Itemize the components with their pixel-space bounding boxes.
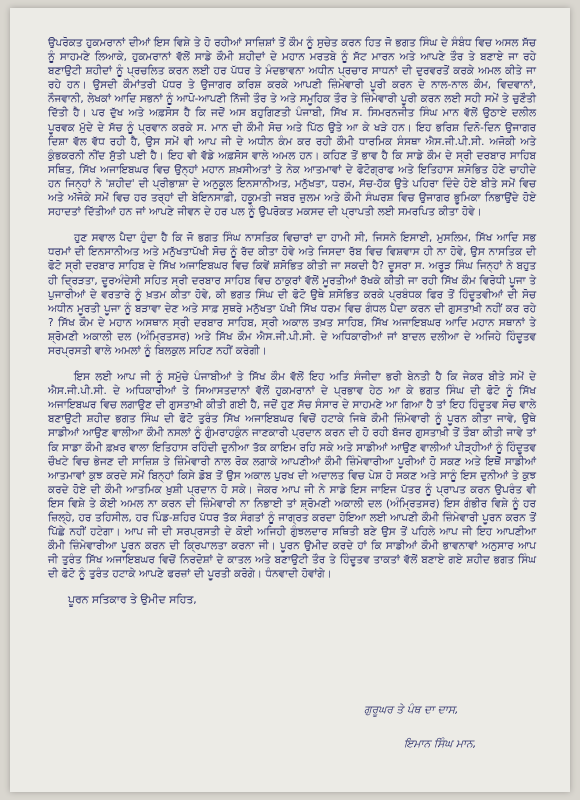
signature-name: ਇਮਾਨ ਸਿੰਘ ਮਾਨ, xyxy=(404,737,477,751)
letter-paragraph-3: ਇਸ ਲਈ ਆਪ ਜੀ ਨੂੰ ਸਮੁੱਚੇ ਪੰਜਾਬੀਆਂ ਤੇ ਸਿੱਖ ਕੌਮ ਵੱਲੋਂ ਇਹ ਅਤਿ ਸੰਜੀਦਾ ਭਰੀ ਬੇਨਤੀ ਹੈ ਕਿ ਜੇਕਰ ਬੀਤੇ ਸਮੇਂ ਦੇ ਐਸ.ਜੀ.ਪੀ.ਸੀ. ਦੇ ਅਧਿਕਾਰੀਆਂ ਤੇ ਸਿਆਸਤਦਾਨਾਂ ਵੱਲੋਂ ਹੁਕਮਰਾਨਾਂ ਦੇ ਪ੍ਰਭਾਵ ਹੇਠ ਆ ਕੇ ਭਗਤ ਸਿੰਘ ਦੀ ਫੋਟੋ ਨੂੰ ਸਿੱਖ ਅਜਾਇਬਘਰ ਵਿਚ ਲਗਾਉਣ ਦੀ ਗੁਸਤਾਖ਼ੀ ਕੀਤੀ ਗਈ ਹੈ, ਜਦੋਂ ਹੁਣ ਸੱਚ ਸੰਸਾਰ ਦੇ ਸਾਹਮਣੇ ਆ ਗਿਆ ਹੈ ਤਾਂ ਇਹ ਹਿੰਦੂਤਵ ਸੋਚ ਵਾਲੇ ਬਣਾਉਟੀ ਸ਼ਹੀਦ ਭਗਤ ਸਿੰਘ ਦੀ ਫੋਟੋ ਤੁਰੰਤ ਸਿੱਖ ਅਜਾਇਬਘਰ ਵਿਚੋਂ ਹਟਾਕੇ ਜਿਥੇ ਕੌਮੀ ਜ਼ਿੰਮੇਵਾਰੀ ਨੂੰ ਪੂਰਨ ਕੀਤਾ ਜਾਵੇ, ਉਥੇ ਸਾਡੀਆਂ ਆਉਣ ਵਾਲੀਆ ਕੌਮੀ ਨਸਲਾਂ ਨੂੰ ਗੁੰਮਰਾਹਕੁੰਨ ਜਾਣਕਾਰੀ ਪ੍ਰਦਾਨ ਕਰਨ ਦੀ ਹੋ ਰਹੀ ਬੱਜਰ ਗੁਸਤਾਖ਼ੀ ਤੋਂ ਤੌਬਾ ਕੀਤੀ ਜਾਵੇ ਤਾਂ ਕਿ ਸਾਡਾ ਕੌਮੀ ਫ਼ਖ਼ਰ ਵਾਲਾ ਇਤਿਹਾਸ ਰਹਿੰਦੀ ਦੁਨੀਆ ਤੱਕ ਕਾਇਮ ਰਹਿ ਸਕੇ ਅਤੇ ਸਾਡੀਆਂ ਆਉਣ ਵਾਲੀਆਂ ਪੀੜ੍ਹੀਆਂ ਨੂੰ ਹਿੰਦੂਤਵ ਚੌਖਟੇ ਵਿਚ ਭੇਜਣ ਦੀ ਸਾਜ਼ਿਸ਼ ਤੇ ਜ਼ਿੰਮੇਵਾਰੀ ਨਾਲ ਰੋਕ ਲਗਾਕੇ ਆਪਣੀਆਂ ਕੌਮੀ ਜ਼ਿੰਮੇਵਾਰੀਆ ਪੂਰੀਆਂ ਹੋ ਸਕਣ ਅਤੇ ਇਥੋਂ ਸਾਡੀਆਂ ਆਤਮਾਵਾਂ ਕੁਝ ਕਰਦੇ ਸਮੇਂ ਬਿਨ੍ਹਾਂ ਕਿਸੇ ਡੋਬ ਤੋਂ ਉਸ ਅਕਾਲ ਪੁਰਖ ਦੀ ਅਦਾਲਤ ਵਿਚ ਪੇਸ਼ ਹੋ ਸਕਣ ਅਤੇ ਸਾਨੂੰ ਇਸ ਦੁਨੀਆਂ ਤੇ ਕੁਝ ਕਰਦੇ ਹੋਏ ਦੀ ਕੌਮੀ ਆਤਮਿਕ ਖ਼ੁਸ਼ੀ ਪ੍ਰਦਾਨ ਹੋ ਸਕੇ। ਜੇਕਰ ਆਪ ਜੀ ਨੇ ਸਾਡੇ ਇਸ ਜਾਇਜ ਪੱਤਰ ਨੂੰ ਪ੍ਰਾਪਤ ਕਰਨ ਉਪਰੰਤ ਵੀ ਇਸ ਵਿਸ਼ੇ ਤੇ ਕੋਈ ਅਮਲ ਨਾ ਕਰਨ ਦੀ ਜ਼ਿੰਮੇਵਾਰੀ ਨਾ ਨਿਭਾਈ ਤਾਂ ਸ਼੍ਰੋਮਣੀ ਅਕਾਲੀ ਦਲ (ਅੰਮ੍ਰਿਤਸਰ) ਇਸ ਗੰਭੀਰ ਵਿਸ਼ੇ ਨੂੰ ਹਰ ਜ਼ਿਲ੍ਹੇ, ਹਰ ਤਹਿਸੀਲ, ਹਰ ਪਿੰਡ-ਸ਼ਹਿਰ ਪੱਧਰ ਤੱਕ ਸੰਗਤਾਂ ਨੂੰ ਜਾਗ੍ਰਤ ਕਰਦਾ ਹੋਇਆ ਲਈ ਆਪਣੀ ਕੌਮੀ ਜ਼ਿੰਮੇਵਾਰੀ ਪੂਰਨ ਕਰਨ ਤੋਂ ਪਿੱਛੇ ਨਹੀਂ ਹਟੇਗਾ। ਆਪ ਜੀ ਦੀ ਸਰਪ੍ਰਸਤੀ ਦੇ ਕੋਈ ਅਜਿਹੀ ਗੁੰਝਲਦਾਰ ਸਥਿਤੀ ਬਣੇ ਉਸ ਤੋਂ ਪਹਿਲੇ ਆਪ ਜੀ ਇਹ ਆਪਣੀਆ ਕੌਮੀ ਜ਼ਿੰਮੇਵਾਰੀਆ ਪੂਰਨ ਕਰਨ ਦੀ ਕ੍ਰਿਪਾਲਤਾ ਕਰਨਾ ਜੀ। ਪੂਰਨ ਉਮੀਦ ਕਰਦੇ ਹਾਂ ਕਿ ਸਾਡੀਆਂ ਕੌਮੀ ਭਾਵਨਾਵਾਂ ਅਨੁਸਾਰ ਆਪ ਜੀ ਤੁਰੰਤ ਸਿੱਖ ਅਜਾਇਬਘਰ ਵਿਚੋਂ ਨਿਰਦੋਸ਼ਾਂ ਦੇ ਕਾਤਲ ਅਤੇ ਬਣਾਉਟੀ ਤੌਰ ਤੇ ਹਿੰਦੂਤਵ ਤਾਕਤਾਂ ਵੱਲੋਂ ਬਣਾਏ ਗਏ ਸ਼ਹੀਦ ਭਗਤ ਸਿੰਘ ਦੀ ਫੋਟੋ ਨੂੰ ਤੁਰੰਤ ਹਟਾਕੇ ਆਪਣੇ ਫਰਜ਼ਾਂ ਦੀ ਪੂਰਤੀ ਕਰੋਗੇ। ਧੰਨਵਾਦੀ ਹੋਵਾਂਗੇ। xyxy=(48,371,536,581)
signature-line: ਗੁਰੂਘਰ ਤੇ ਪੰਥ ਦਾ ਦਾਸ, xyxy=(364,703,459,717)
letter-paragraph-2: ਹੁਣ ਸਵਾਲ ਪੈਦਾ ਹੁੰਦਾ ਹੈ ਕਿ ਜੋ ਭਗਤ ਸਿੰਘ ਨਾਸਤਿਕ ਵਿਚਾਰਾਂ ਦਾ ਹਾਮੀ ਸੀ, ਜਿਸਨੇ ਇਸਾਈ, ਮੁਸਲਿਮ, ਸਿੱਖ ਆਦਿ ਸਭ ਧਰਮਾਂ ਦੀ ਇਨਸਾਨੀਅਤ ਅਤੇ ਮਨੁੱਖਤਾਪੱਖੀ ਸੋਚ ਨੂੰ ਰੱਦ ਕੀਤਾ ਹੋਵੇ ਅਤੇ ਜਿਸਦਾ ਰੱਬ ਵਿਚ ਵਿਸ਼ਵਾਸ ਹੀ ਨਾ ਹੋਵੇ, ਉਸ ਨਾਸਤਿਕ ਦੀ ਫੋਟੋ ਸ੍ਰੀ ਦਰਬਾਰ ਸਾਹਿਬ ਦੇ ਸਿੱਖ ਅਜਾਇਬਘਰ ਵਿਚ ਕਿਵੇਂ ਸ਼ਸੋਭਿਤ ਕੀਤੀ ਜਾ ਸਕਦੀ ਹੈ? ਦੂਸਰਾ ਸ. ਅਰੂੜ ਸਿੰਘ ਜਿਨ੍ਹਾਂ ਨੇ ਬਹੁਤ ਹੀ ਦ੍ਰਿੜਤਾ, ਦੂਰਅੰਦੇਸੀ ਸਹਿਤ ਸ੍ਰੀ ਦਰਬਾਰ ਸਾਹਿਬ ਵਿਚ ਠਾਕੁਰਾਂ ਵੱਲੋਂ ਮੂਰਤੀਆਂ ਰੱਖਕੇ ਕੀਤੀ ਜਾ ਰਹੀ ਸਿੱਖ ਕੌਮ ਵਿਰੋਧੀ ਪੂਜਾ ਤੇ ਪੁਜਾਰੀਆਂ ਦੇ ਵਰਤਾਰੇ ਨੂੰ ਖ਼ਤਮ ਕੀਤਾ ਹੋਵੇ, ਕੀ ਭਗਤ ਸਿੰਘ ਦੀ ਫੋਟੋ ਉਥੇ ਸ਼ਸੋਭਿਤ ਕਰਕੇ ਪ੍ਰਬੰਧਕ ਫਿਰ ਤੋਂ ਹਿੰਦੂਤਵੀਆਂ ਦੀ ਸੋਚ ਅਧੀਨ ਮੂਰਤੀ ਪੂਜਾ ਨੂੰ ਬੜਾਵਾ ਦੇਣ ਅਤੇ ਸਾਫ਼ ਸੁਥਰੇ ਮਨੁੱਖਤਾ ਪੱਖੀ ਸਿੱਖ ਧਰਮ ਵਿਚ ਗੰਧਲ ਪੈਦਾ ਕਰਨ ਦੀ ਗੁਸਤਾਖ਼ੀ ਨਹੀਂ ਕਰ ਰਹੇ ? ਸਿੱਖ ਕੌਮ ਦੇ ਮਹਾਨ ਅਸਥਾਨ ਸ੍ਰੀ ਦਰਬਾਰ ਸਾਹਿਬ, ਸ੍ਰੀ ਅਕਾਲ ਤਖ਼ਤ ਸਾਹਿਬ, ਸਿੱਖ ਅਜਾਇਬਘਰ ਆਦਿ ਮਹਾਨ ਸਥਾਨਾਂ ਤੇ ਸ਼੍ਰੋਮਣੀ ਅਕਾਲੀ ਦਲ (ਅੰਮ੍ਰਿਤਸਰ) ਅਤੇ ਸਿੱਖ ਕੌਮ ਐਸ.ਜੀ.ਪੀ.ਸੀ. ਦੇ ਅਧਿਕਾਰੀਆਂ ਜਾਂ ਬਾਦਲ ਦਲੀਆ ਦੇ ਅਜਿਹੇ ਹਿੰਦੂਤਵ ਸਰਪ੍ਰਸਤੀ ਵਾਲੇ ਅਮਲਾਂ ਨੂੰ ਬਿਲਕੁਲ ਸਹਿਣ ਨਹੀਂ ਕਰੇਗੀ। xyxy=(48,232,536,357)
letter-page xyxy=(10,8,570,792)
letter-paragraph-1: ਉਪਰੋਕਤ ਹੁਕਮਰਾਨਾਂ ਦੀਆਂ ਇਸ ਵਿਸ਼ੇ ਤੇ ਹੋ ਰਹੀਆਂ ਸਾਜ਼ਿਸ਼ਾਂ ਤੋਂ ਕੌਮ ਨੂੰ ਸੁਚੇਤ ਕਰਨ ਹਿਤ ਜੋ ਭਗਤ ਸਿੰਘ ਦੇ ਸੰਬੰਧ ਵਿਚ ਅਸਲ ਸੱਚ ਨੂੰ ਸਾਹਮਣੇ ਲਿਆਕੇ, ਹੁਕਮਰਾਨਾਂ ਵੱਲੋਂ ਸਾਡੇ ਕੌਮੀ ਸ਼ਹੀਦਾਂ ਦੇ ਮਹਾਨ ਮਰਤਬੇ ਨੂੰ ਸੱਟ ਮਾਰਨ ਅਤੇ ਆਪਣੇ ਤੌਰ ਤੇ ਬਣਾਏ ਜਾ ਰਹੇ ਬਣਾਉਟੀ ਸ਼ਹੀਦਾਂ ਨੂੰ ਪ੍ਰਚਲਿਤ ਕਰਨ ਲਈ ਹਰ ਪੱਧਰ ਤੇ ਮੰਦਭਾਵਨਾ ਅਧੀਨ ਪ੍ਰਚਾਰ ਸਾਧਨਾਂ ਦੀ ਦੁਰਵਰਤੋਂ ਕਰਕੇ ਅਮਲ ਕੀਤੇ ਜਾ ਰਹੇ ਹਨ। ਉਸਦੀ ਕੌਮਾਂਤਰੀ ਪੱਧਰ ਤੇ ਉਜਾਗਰ ਕਰਿਸ਼ ਕਰਕੇ ਆਪਣੀ ਜ਼ਿੰਮੇਵਾਰੀ ਪੂਰੀ ਕਰਨ ਦੇ ਨਾਲ-ਨਾਲ ਕੌਮ, ਵਿਦਵਾਨਾਂ, ਨੌਜਵਾਨੀ, ਲੇਖਕਾਂ ਆਦਿ ਸਭਨਾਂ ਨੂੰ ਆਪੋ-ਆਪਣੀ ਨਿੱਜੀ ਤੌਰ ਤੇ ਅਤੇ ਸਮੂਹਿਕ ਤੌਰ ਤੇ ਜ਼ਿੰਮੇਵਾਰੀ ਪੂਰੀ ਕਰਨ ਲਈ ਸਹੀ ਸਮੇਂ ਤੇ ਚੁਣੌਤੀ ਦਿੱਤੀ ਹੈ। ਪਰ ਦੁੱਖ ਅਤੇ ਅਫ਼ਸੋਸ ਹੈ ਕਿ ਜਦੋਂ ਅਸ ਬਹੁਗਿਣਤੀ ਪੰਜਾਬੀ, ਸਿੱਖ ਸ. ਸਿਮਰਨਜੀਤ ਸਿੰਘ ਮਾਨ ਵੱਲੋਂ ਉਠਾਏ ਦਲੀਲ ਪੂਰਵਕ ਮੁੱਦੇ ਦੇ ਸੱਚ ਨੂੰ ਪ੍ਰਵਾਨ ਕਰਕੇ ਸ. ਮਾਨ ਦੀ ਕੌਮੀ ਸੋਚ ਅਤੇ ਪਿੱਠ ਉਤੇ ਆ ਕੇ ਖੜੇ ਹਨ। ਇਹ ਭਰਿਸ਼ ਦਿਨੋ-ਦਿਨ ਉਜਾਗਰ ਦਿਸ਼ਾ ਵੱਲ ਵੱਧ ਰਹੀ ਹੈ, ਉਸ ਸਮੇਂ ਵੀ ਆਪ ਜੀ ਦੇ ਅਧੀਨ ਕੰਮ ਕਰ ਰਹੀ ਕੌਮੀ ਧਾਰਮਿਕ ਸੰਸਥਾ ਐਸ.ਜੀ.ਪੀ.ਸੀ. ਅਜੋਕੀ ਅਤੇ ਕੁੰਭਕਰਨੀ ਨੀਂਦ ਸੁੱਤੀ ਪਈ ਹੈ। ਇਹ ਵੀ ਵੱਡੇ ਅਫ਼ਸੋਸ ਵਾਲੇ ਅਮਲ ਹਨ। ਕਹਿਣ ਤੋਂ ਭਾਵ ਹੈ ਕਿ ਸਾਡੇ ਕੌਮ ਦੇ ਸ੍ਰੀ ਦਰਬਾਰ ਸਾਹਿਬ ਸਥਿਤ, ਸਿੱਖ ਅਜਾਇਬਘਰ ਵਿਚ ਉਨ੍ਹਾਂ ਮਹਾਨ ਸ਼ਖ਼ਸੀਅਤਾਂ ਤੇ ਨੇਕ ਆਤਮਾਵਾਂ ਦੇ ਫੋਟੋਗ੍ਰਾਫ ਅਤੇ ਇਤਿਹਾਸ ਸ਼ਸੋਭਿਤ ਹੋਣੇ ਚਾਹੀਦੇ ਹਨ ਜਿਨ੍ਹਾਂ ਨੇ 'ਸ਼ਹੀਦ' ਦੀ ਪ੍ਰੀਭਾਸ਼ਾ ਦੇ ਅਨੁਕੂਲ ਇਨਸਾਨੀਅਤ, ਮਨੁੱਖਤਾ, ਧਰਮ, ਸੱਚ-ਹੱਕ ਉਤੇ ਪਹਿਰਾ ਦਿੰਦੇ ਹੋਏ ਬੀਤੇ ਸਮੇਂ ਵਿਚ ਅਤੇ ਅੱਜੋਕੇ ਸਮੇਂ ਵਿਚ ਹਰ ਤਰ੍ਹਾਂ ਦੀ ਬੇਇਨਸਾਫ਼ੀ, ਹਕੂਮਤੀ ਜਬਰ ਜ਼ੁਲਮ ਅਤੇ ਕੌਮੀ ਸੰਘਰਸ਼ ਵਿਚ ਉਜਾਗਰ ਭੂਮਿਕਾ ਨਿਭਾਉਂਦੇ ਹੋਏ ਸਹਾਦਤਾਂ ਦਿੱਤੀਆਂ ਹਨ ਜਾਂ ਆਪਣੇ ਜੀਵਨ ਦੇ ਹਰ ਪਲ ਨੂੰ ਉਪਰੋਕਤ ਮਕਸਦ ਦੀ ਪ੍ਰਾਪਤੀ ਲਈ ਸਮਰਪਿਤ ਕੀਤਾ ਹੋਵੇ। xyxy=(48,37,536,219)
signature-block xyxy=(364,703,534,762)
letter-closing: ਪੂਰਨ ਸਤਿਕਾਰ ਤੇ ਉਮੀਦ ਸਹਿਤ, xyxy=(68,593,197,607)
